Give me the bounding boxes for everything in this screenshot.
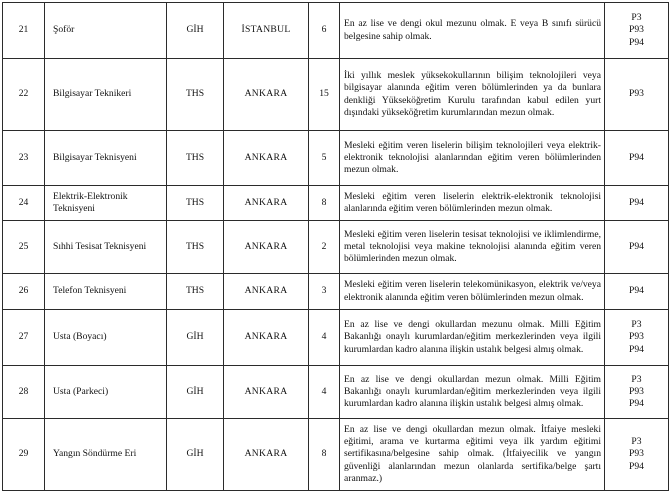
position-requirements: En az lise ve dengi okullardan mezun olmak. Milli Eğitim Bakanlığı onaylı kurumlardan/eğitim merkezlerinden veya ilgili kurumlardan kadro alanına ilişkin ustalık belgesi almış olmak. <box>340 366 605 419</box>
kpss-score-type: P94 <box>629 460 644 472</box>
kpss-score-type: P94 <box>629 36 644 48</box>
position-count: 15 <box>309 59 340 131</box>
row-number: 26 <box>3 274 45 310</box>
row-number: 22 <box>3 59 45 131</box>
table-row <box>3 59 669 131</box>
row-number: 29 <box>3 419 45 491</box>
position-title: Sıhhi Tesisat Teknisyeni <box>45 221 167 274</box>
row-number: 28 <box>3 366 45 419</box>
position-class: THS <box>167 131 224 186</box>
position-requirements: En az lise ve dengi okullardan mezunu olmak. Milli Eğitim Bakanlığı onaylı kurumlardan/eğitim merkezlerinden veya ilgili kurumlardan kadro alanına ilişkin ustalık belgesi almış olmak. <box>340 310 605 366</box>
kpss-score-type: P3 <box>631 373 642 385</box>
position-title: Telefon Teknisyeni <box>45 274 167 310</box>
position-city: ANKARA <box>224 274 309 310</box>
position-city: ANKARA <box>224 366 309 419</box>
position-city: ANKARA <box>224 59 309 131</box>
kpss-score-type: P94 <box>629 398 644 410</box>
position-title: Usta (Boyacı) <box>45 310 167 366</box>
position-title: Bilgisayar Teknikeri <box>45 59 167 131</box>
kpss-score-type: P3 <box>631 436 642 448</box>
position-title: Şoför <box>45 3 167 59</box>
position-class: GİH <box>167 310 224 366</box>
table-row <box>3 221 669 274</box>
table-row <box>3 419 669 491</box>
position-requirements: En az lise ve dengi okullardan mezun olmak. İtfaiye mesleki eğitimi, arama ve kurtarma eğitimi veya ilk yardım eğitimi sertifikasına/belgesine sahip olmak. (İtfaiyecilik ve yangın güvenliği alanlarından mezun olanlarda sertifika/belge şartı aranmaz.) <box>340 419 605 491</box>
kpss-score-types <box>605 59 669 131</box>
kpss-score-type: P93 <box>629 88 644 100</box>
position-city: İSTANBUL <box>224 3 309 59</box>
kpss-score-types <box>605 274 669 310</box>
kpss-score-types <box>605 131 669 186</box>
position-requirements: Mesleki eğitim veren liselerin tesisat teknolojisi ve iklimlendirme, metal teknolojisi veya makine teknolojisi alanında eğitim veren bölümlerinden mezun olmak. <box>340 221 605 274</box>
position-title: Yangın Söndürme Eri <box>45 419 167 491</box>
table-row <box>3 3 669 59</box>
position-count: 5 <box>309 131 340 186</box>
position-title: Elektrik-Elektronik Teknisyeni <box>45 186 167 221</box>
position-count: 8 <box>309 186 340 221</box>
kpss-score-types <box>605 419 669 491</box>
position-count: 4 <box>309 366 340 419</box>
position-city: ANKARA <box>224 186 309 221</box>
table-row <box>3 274 669 310</box>
position-city: ANKARA <box>224 131 309 186</box>
kpss-score-type: P94 <box>629 196 644 208</box>
position-class: THS <box>167 221 224 274</box>
table-row <box>3 310 669 366</box>
kpss-score-type: P93 <box>629 24 644 36</box>
table-row <box>3 186 669 221</box>
position-city: ANKARA <box>224 221 309 274</box>
position-requirements: En az lise ve dengi okul mezunu olmak. E veya B sınıfı sürücü belgesine sahip olmak. <box>340 3 605 59</box>
table-row <box>3 131 669 186</box>
position-city: ANKARA <box>224 310 309 366</box>
kpss-score-type: P94 <box>629 285 644 297</box>
position-class: GİH <box>167 419 224 491</box>
position-class: THS <box>167 186 224 221</box>
staff-positions-table <box>2 2 669 491</box>
kpss-score-type: P3 <box>631 12 642 24</box>
position-class: THS <box>167 274 224 310</box>
kpss-score-types <box>605 221 669 274</box>
kpss-score-type: P94 <box>629 240 644 252</box>
position-count: 8 <box>309 419 340 491</box>
kpss-score-types <box>605 3 669 59</box>
position-class: THS <box>167 59 224 131</box>
position-count: 6 <box>309 3 340 59</box>
position-title: Bilgisayar Teknisyeni <box>45 131 167 186</box>
position-count: 3 <box>309 274 340 310</box>
position-class: GİH <box>167 3 224 59</box>
position-title: Usta (Parkeci) <box>45 366 167 419</box>
kpss-score-type: P94 <box>629 151 644 163</box>
position-count: 4 <box>309 310 340 366</box>
position-city: ANKARA <box>224 419 309 491</box>
position-requirements: İki yıllık meslek yüksekokullarının bilişim teknolojileri veya bilgisayar alanında eğitim veren bölümlerinden ya da bunlara denkliği Yükseköğretim Kurulu tarafından kabul edilen yurt dışındaki yükseköğretim kurumlarından mezun olmak. <box>340 59 605 131</box>
kpss-score-type: P93 <box>629 331 644 343</box>
table-row <box>3 366 669 419</box>
kpss-score-type: P93 <box>629 385 644 397</box>
kpss-score-types <box>605 366 669 419</box>
position-requirements: Mesleki eğitim veren liselerin bilişim teknolojileri veya elektrik-elektronik teknolojisi alanlarından eğitim veren bölümlerinden mezun olmak. <box>340 131 605 186</box>
kpss-score-types <box>605 310 669 366</box>
position-requirements: Mesleki eğitim veren liselerin telekomünikasyon, elektrik ve/veya elektronik alanında eğitim veren bölümlerinden mezun olmak. <box>340 274 605 310</box>
row-number: 21 <box>3 3 45 59</box>
kpss-score-type: P93 <box>629 448 644 460</box>
row-number: 27 <box>3 310 45 366</box>
position-requirements: Mesleki eğitim veren liselerin elektrik-elektronik teknolojisi alanlarında eğitim veren bölümlerinden mezun olmak. <box>340 186 605 221</box>
kpss-score-types <box>605 186 669 221</box>
table-body <box>3 3 669 491</box>
position-count: 2 <box>309 221 340 274</box>
row-number: 24 <box>3 186 45 221</box>
row-number: 25 <box>3 221 45 274</box>
row-number: 23 <box>3 131 45 186</box>
kpss-score-type: P94 <box>629 343 644 355</box>
position-class: GİH <box>167 366 224 419</box>
kpss-score-type: P3 <box>631 319 642 331</box>
